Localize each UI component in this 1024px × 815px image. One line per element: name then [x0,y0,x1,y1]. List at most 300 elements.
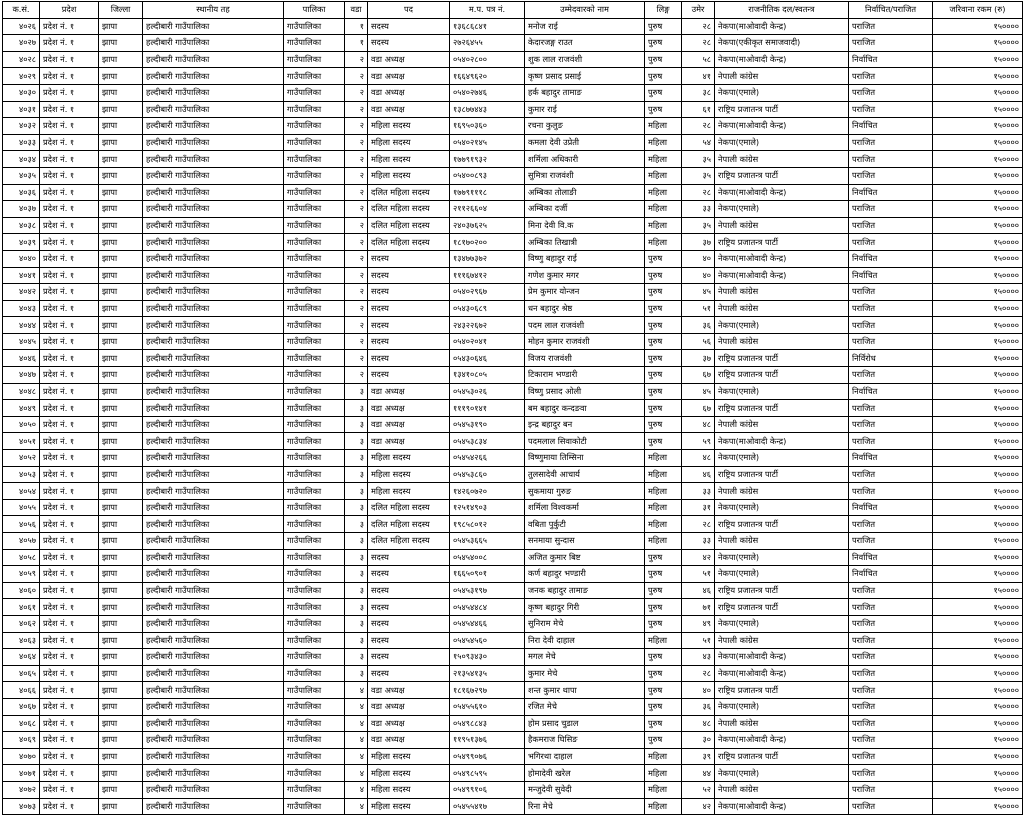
cell-gender: महिला [645,118,682,135]
cell-municipality-type: गाउँपालिका [284,51,345,68]
col-header-fine-amount: जरिवाना रकम (रु) [933,2,1023,19]
cell-post: सदस्य [368,250,450,267]
cell-local-level: हल्दीबारी गाउँपालिका [143,317,284,334]
cell-local-level: हल्दीबारी गाउँपालिका [143,267,284,284]
cell-gender: महिला [645,748,682,765]
cell-party: राष्ट्रिय प्रजातन्त्र पार्टी [715,516,849,533]
cell-fine-amount: १५०००० [933,84,1023,101]
cell-district: झापा [99,35,143,52]
cell-municipality-type: गाउँपालिका [284,18,345,35]
cell-local-level: हल्दीबारी गाउँपालिका [143,483,284,500]
cell-voter-id: २४०३७६२५ [450,217,525,234]
cell-candidate-name: होमादेवी खरेल [525,765,645,782]
cell-serial: ४०२६ [3,18,40,35]
cell-municipality-type: गाउँपालिका [284,416,345,433]
cell-municipality-type: गाउँपालिका [284,715,345,732]
cell-voter-id: ०५४०२०४१ [450,333,525,350]
cell-serial: ४०४२ [3,284,40,301]
cell-province: प्रदेश नं. १ [40,433,99,450]
cell-district: झापा [99,549,143,566]
cell-age: ४० [682,682,715,699]
col-header-voter-id: म.प. पत्र नं. [450,2,525,19]
cell-municipality-type: गाउँपालिका [284,632,345,649]
cell-municipality-type: गाउँपालिका [284,483,345,500]
cell-voter-id: १११९०१४१ [450,400,525,417]
cell-post: वडा अध्यक्ष [368,51,450,68]
cell-voter-id: १८१६७२९७ [450,682,525,699]
cell-age: ३३ [682,483,715,500]
cell-party: नेपाली कांग्रेस [715,483,849,500]
cell-serial: ४०३६ [3,184,40,201]
cell-province: प्रदेश नं. १ [40,781,99,798]
cell-ward: २ [345,250,368,267]
cell-candidate-name: गणेश कुमार मगर [525,267,645,284]
cell-serial: ४०५८ [3,549,40,566]
cell-province: प्रदेश नं. १ [40,798,99,815]
cell-local-level: हल्दीबारी गाउँपालिका [143,134,284,151]
cell-voter-id: ०५४५३६६५ [450,533,525,550]
cell-candidate-name: कृष्ण बहादुर गिरी [525,599,645,616]
cell-fine-amount: १५०००० [933,499,1023,516]
cell-province: प्रदेश नं. १ [40,765,99,782]
cell-fine-amount: १५०००० [933,599,1023,616]
cell-party: राष्ट्रिय प्रजातन्त्र पार्टी [715,582,849,599]
cell-party: नेकपा(माओवादी केन्द्र) [715,51,849,68]
cell-age: ५६ [682,333,715,350]
cell-municipality-type: गाउँपालिका [284,582,345,599]
cell-age: ५९ [682,433,715,450]
cell-party: राष्ट्रिय प्रजातन्त्र पार्टी [715,748,849,765]
table-row [3,18,1023,35]
col-header-municipality-type: पालिका [284,2,345,19]
cell-ward: ४ [345,781,368,798]
cell-ward: ४ [345,732,368,749]
cell-municipality-type: गाउँपालिका [284,151,345,168]
cell-candidate-name: मगल मेचे [525,649,645,666]
cell-age: ५८ [682,51,715,68]
cell-candidate-name: शुक लाल राजवंशी [525,51,645,68]
cell-voter-id: ०५४५५६१० [450,698,525,715]
cell-province: प्रदेश नं. १ [40,35,99,52]
table-row [3,466,1023,483]
cell-gender: महिला [645,201,682,218]
cell-age: ५१ [682,632,715,649]
cell-fine-amount: १५०००० [933,184,1023,201]
cell-district: झापा [99,416,143,433]
cell-result: पराजित [849,765,933,782]
cell-party: राष्ट्रिय प्रजातन्त्र पार्टी [715,400,849,417]
cell-party: नेकपा(एमाले) [715,84,849,101]
col-header-gender: लिङ्ग [645,2,682,19]
cell-province: प्रदेश नं. १ [40,533,99,550]
cell-fine-amount: १५०००० [933,234,1023,251]
cell-voter-id: ०५४५३०२६ [450,383,525,400]
table-row [3,400,1023,417]
cell-voter-id: १९८५८०१२ [450,516,525,533]
cell-gender: पुरुष [645,400,682,417]
cell-voter-id: १२५१४९०३ [450,499,525,516]
cell-local-level: हल्दीबारी गाउँपालिका [143,367,284,384]
cell-municipality-type: गाउँपालिका [284,533,345,550]
cell-candidate-name: कमला देवी उप्रेती [525,134,645,151]
cell-party: नेपाली कांग्रेस [715,284,849,301]
cell-gender: महिला [645,516,682,533]
cell-district: झापा [99,466,143,483]
cell-serial: ४०२७ [3,35,40,52]
cell-result: पराजित [849,300,933,317]
cell-serial: ४०२९ [3,68,40,85]
cell-local-level: हल्दीबारी गाउँपालिका [143,18,284,35]
cell-province: प्रदेश नं. १ [40,466,99,483]
cell-province: प्रदेश नं. १ [40,18,99,35]
cell-fine-amount: १५०००० [933,151,1023,168]
cell-serial: ४०३७ [3,201,40,218]
cell-age: ४५ [682,284,715,301]
cell-candidate-name: कर्ण बहादुर भण्डारी [525,566,645,583]
cell-province: प्रदेश नं. १ [40,167,99,184]
cell-post: वडा अध्यक्ष [368,416,450,433]
cell-municipality-type: गाउँपालिका [284,333,345,350]
cell-serial: ४०६० [3,582,40,599]
cell-gender: महिला [645,234,682,251]
cell-post: महिला सदस्य [368,151,450,168]
cell-voter-id: २११२६६०४ [450,201,525,218]
cell-result: निर्वाचित [849,383,933,400]
cell-province: प्रदेश नं. १ [40,649,99,666]
cell-province: प्रदेश नं. १ [40,333,99,350]
cell-post: सदस्य [368,18,450,35]
cell-age: ४० [682,267,715,284]
cell-province: प्रदेश नं. १ [40,665,99,682]
cell-party: नेपाली कांग्रेस [715,333,849,350]
cell-fine-amount: १५०००० [933,715,1023,732]
cell-fine-amount: १५०००० [933,51,1023,68]
cell-district: झापा [99,118,143,135]
cell-district: झापा [99,566,143,583]
cell-candidate-name: अजित कुमार बिष्ट [525,549,645,566]
cell-province: प्रदेश नं. १ [40,267,99,284]
cell-age: ४४ [682,765,715,782]
cell-district: झापा [99,18,143,35]
cell-local-level: हल्दीबारी गाउँपालिका [143,765,284,782]
table-row [3,367,1023,384]
cell-result: पराजित [849,333,933,350]
cell-ward: ३ [345,599,368,616]
cell-province: प्रदेश नं. १ [40,383,99,400]
cell-gender: पुरुष [645,333,682,350]
cell-district: झापा [99,649,143,666]
cell-fine-amount: १५०००० [933,649,1023,666]
cell-municipality-type: गाउँपालिका [284,367,345,384]
cell-result: निर्वाचित [849,566,933,583]
cell-result: पराजित [849,201,933,218]
cell-serial: ४०४८ [3,383,40,400]
cell-result: निर्वाचित [849,51,933,68]
cell-province: प्रदेश नं. १ [40,84,99,101]
cell-district: झापा [99,51,143,68]
cell-post: वडा अध्यक्ष [368,68,450,85]
cell-voter-id: ०५४५४४८४ [450,599,525,616]
cell-candidate-name: वबिता पुर्कुटी [525,516,645,533]
cell-serial: ४०३४ [3,151,40,168]
cell-fine-amount: १५०००० [933,781,1023,798]
cell-local-level: हल्दीबारी गाउँपालिका [143,516,284,533]
cell-local-level: हल्दीबारी गाउँपालिका [143,649,284,666]
cell-age: ५१ [682,566,715,583]
cell-candidate-name: सनमाया सुन्दास [525,533,645,550]
cell-party: नेकपा(एमाले) [715,765,849,782]
col-header-post: पद [368,2,450,19]
cell-age: ४८ [682,715,715,732]
cell-gender: महिला [645,798,682,815]
cell-gender: पुरुष [645,682,682,699]
cell-fine-amount: १५०००० [933,217,1023,234]
col-header-party: राजनीतिक दल/स्वतन्त्र [715,2,849,19]
cell-post: महिला सदस्य [368,450,450,467]
cell-result: पराजित [849,151,933,168]
cell-province: प्रदेश नं. १ [40,715,99,732]
cell-municipality-type: गाउँपालिका [284,748,345,765]
cell-voter-id: १७७९१९३२ [450,151,525,168]
cell-district: झापा [99,748,143,765]
cell-result: निर्वाचित [849,118,933,135]
cell-district: झापा [99,665,143,682]
cell-ward: २ [345,350,368,367]
cell-party: नेकपा(माओवादी केन्द्र) [715,433,849,450]
cell-district: झापा [99,499,143,516]
cell-age: ३९ [682,748,715,765]
cell-candidate-name: होम प्रसाद चुडाल [525,715,645,732]
cell-age: ४३ [682,649,715,666]
cell-voter-id: २४३२२६७२ [450,317,525,334]
table-row [3,250,1023,267]
cell-result: पराजित [849,367,933,384]
cell-local-level: हल्दीबारी गाउँपालिका [143,35,284,52]
cell-voter-id: १७७९१११८ [450,184,525,201]
cell-gender: पुरुष [645,698,682,715]
cell-province: प्रदेश नं. १ [40,134,99,151]
cell-municipality-type: गाउँपालिका [284,84,345,101]
cell-ward: २ [345,317,368,334]
cell-province: प्रदेश नं. १ [40,284,99,301]
cell-party: नेकपा(एकीकृत समाजवादी) [715,35,849,52]
cell-local-level: हल्दीबारी गाउँपालिका [143,566,284,583]
cell-serial: ४०६४ [3,649,40,666]
cell-ward: ३ [345,549,368,566]
cell-local-level: हल्दीबारी गाउँपालिका [143,201,284,218]
cell-candidate-name: सुकमाया गुरुङ [525,483,645,500]
cell-local-level: हल्दीबारी गाउँपालिका [143,383,284,400]
cell-serial: ४०६३ [3,632,40,649]
table-row [3,118,1023,135]
cell-candidate-name: निरा देवी दाहाल [525,632,645,649]
cell-gender: पुरुष [645,582,682,599]
cell-result: निर्वाचित [849,549,933,566]
cell-ward: २ [345,217,368,234]
cell-municipality-type: गाउँपालिका [284,682,345,699]
cell-post: सदस्य [368,632,450,649]
cell-gender: पुरुष [645,18,682,35]
cell-age: २८ [682,18,715,35]
cell-local-level: हल्दीबारी गाउँपालिका [143,466,284,483]
table-row [3,35,1023,52]
cell-age: ६७ [682,367,715,384]
cell-gender: महिला [645,167,682,184]
cell-result: पराजित [849,649,933,666]
cell-municipality-type: गाउँपालिका [284,217,345,234]
cell-fine-amount: १५०००० [933,250,1023,267]
cell-result: पराजित [849,748,933,765]
cell-ward: ४ [345,798,368,815]
cell-municipality-type: गाउँपालिका [284,599,345,616]
cell-gender: पुरुष [645,715,682,732]
cell-district: झापा [99,450,143,467]
table-row [3,317,1023,334]
cell-result: पराजित [849,84,933,101]
col-header-serial: क.सं. [3,2,40,19]
cell-post: सदस्य [368,35,450,52]
cell-post: महिला सदस्य [368,134,450,151]
cell-candidate-name: रचना कुलुङ [525,118,645,135]
cell-district: झापा [99,715,143,732]
table-row [3,134,1023,151]
cell-age: ३८ [682,84,715,101]
cell-district: झापा [99,217,143,234]
cell-result: निर्वाचित [849,499,933,516]
cell-local-level: हल्दीबारी गाउँपालिका [143,333,284,350]
cell-ward: २ [345,51,368,68]
cell-fine-amount: १५०००० [933,284,1023,301]
cell-ward: २ [345,134,368,151]
cell-gender: पुरुष [645,433,682,450]
cell-local-level: हल्दीबारी गाउँपालिका [143,715,284,732]
cell-party: नेपाली कांग्रेस [715,715,849,732]
table-row [3,665,1023,682]
cell-district: झापा [99,300,143,317]
cell-post: महिला सदस्य [368,483,450,500]
cell-post: दलित महिला सदस्य [368,516,450,533]
cell-fine-amount: १५०००० [933,68,1023,85]
table-row [3,566,1023,583]
cell-result: पराजित [849,18,933,35]
cell-province: प्रदेश नं. १ [40,682,99,699]
cell-ward: ४ [345,748,368,765]
cell-candidate-name: धन बहादुर श्रेष्ठ [525,300,645,317]
cell-gender: पुरुष [645,267,682,284]
cell-result: पराजित [849,284,933,301]
cell-fine-amount: १५०००० [933,450,1023,467]
cell-result: पराजित [849,167,933,184]
cell-age: ३१ [682,499,715,516]
table-row [3,615,1023,632]
cell-gender: पुरुष [645,68,682,85]
cell-party: नेकपा(माओवादी केन्द्र) [715,18,849,35]
cell-local-level: हल्दीबारी गाउँपालिका [143,665,284,682]
cell-gender: पुरुष [645,101,682,118]
cell-post: महिला सदस्य [368,765,450,782]
cell-serial: ४०५० [3,416,40,433]
cell-gender: पुरुष [645,615,682,632]
cell-post: दलित महिला सदस्य [368,533,450,550]
cell-party: नेकपा(माओवादी केन्द्र) [715,250,849,267]
cell-district: झापा [99,317,143,334]
cell-ward: २ [345,84,368,101]
cell-local-level: हल्दीबारी गाउँपालिका [143,433,284,450]
cell-voter-id: ०५४५३८३४ [450,433,525,450]
cell-ward: ३ [345,466,368,483]
cell-voter-id: ०५४५४००८ [450,549,525,566]
cell-local-level: हल्दीबारी गाउँपालिका [143,84,284,101]
table-row [3,765,1023,782]
cell-fine-amount: १५०००० [933,101,1023,118]
cell-party: नेकपा(एमाले) [715,549,849,566]
cell-district: झापा [99,333,143,350]
cell-ward: २ [345,118,368,135]
cell-ward: २ [345,367,368,384]
cell-serial: ४०४३ [3,300,40,317]
cell-fine-amount: १५०००० [933,317,1023,334]
cell-candidate-name: विष्णु प्रसाद ओली [525,383,645,400]
cell-gender: पुरुष [645,367,682,384]
cell-voter-id: ०५४५४२६६ [450,450,525,467]
cell-ward: ३ [345,499,368,516]
cell-fine-amount: १५०००० [933,18,1023,35]
cell-ward: २ [345,234,368,251]
cell-age: ६७ [682,400,715,417]
cell-result: पराजित [849,632,933,649]
cell-local-level: हल्दीबारी गाउँपालिका [143,101,284,118]
cell-district: झापा [99,101,143,118]
cell-result: पराजित [849,615,933,632]
cell-fine-amount: १५०००० [933,632,1023,649]
cell-candidate-name: मन्जुदेवी सुवेदी [525,781,645,798]
cell-serial: ४०४४ [3,317,40,334]
cell-result: पराजित [849,533,933,550]
cell-ward: २ [345,101,368,118]
cell-voter-id: ०५४९९०७६ [450,748,525,765]
cell-province: प्रदेश नं. १ [40,300,99,317]
cell-local-level: हल्दीबारी गाउँपालिका [143,698,284,715]
cell-post: सदस्य [368,300,450,317]
cell-result: पराजित [849,682,933,699]
cell-party: नेकपा(एमाले) [715,383,849,400]
cell-party: नेकपा(एमाले) [715,134,849,151]
cell-post: वडा अध्यक्ष [368,84,450,101]
cell-ward: १ [345,18,368,35]
table-row [3,632,1023,649]
cell-serial: ४०३० [3,84,40,101]
cell-result: पराजित [849,516,933,533]
table-row [3,516,1023,533]
cell-candidate-name: बम बहादुर कन्दङवा [525,400,645,417]
cell-candidate-name: मनोज राई [525,18,645,35]
cell-age: ४६ [682,582,715,599]
cell-province: प्रदेश नं. १ [40,184,99,201]
cell-ward: २ [345,333,368,350]
cell-age: ४८ [682,450,715,467]
cell-result: पराजित [849,68,933,85]
cell-result: पराजित [849,101,933,118]
table-row [3,582,1023,599]
cell-serial: ४०६१ [3,599,40,616]
cell-district: झापा [99,234,143,251]
cell-age: ३३ [682,201,715,218]
cell-municipality-type: गाउँपालिका [284,118,345,135]
cell-ward: २ [345,201,368,218]
cell-municipality-type: गाउँपालिका [284,250,345,267]
cell-gender: पुरुष [645,250,682,267]
cell-local-level: हल्दीबारी गाउँपालिका [143,798,284,815]
